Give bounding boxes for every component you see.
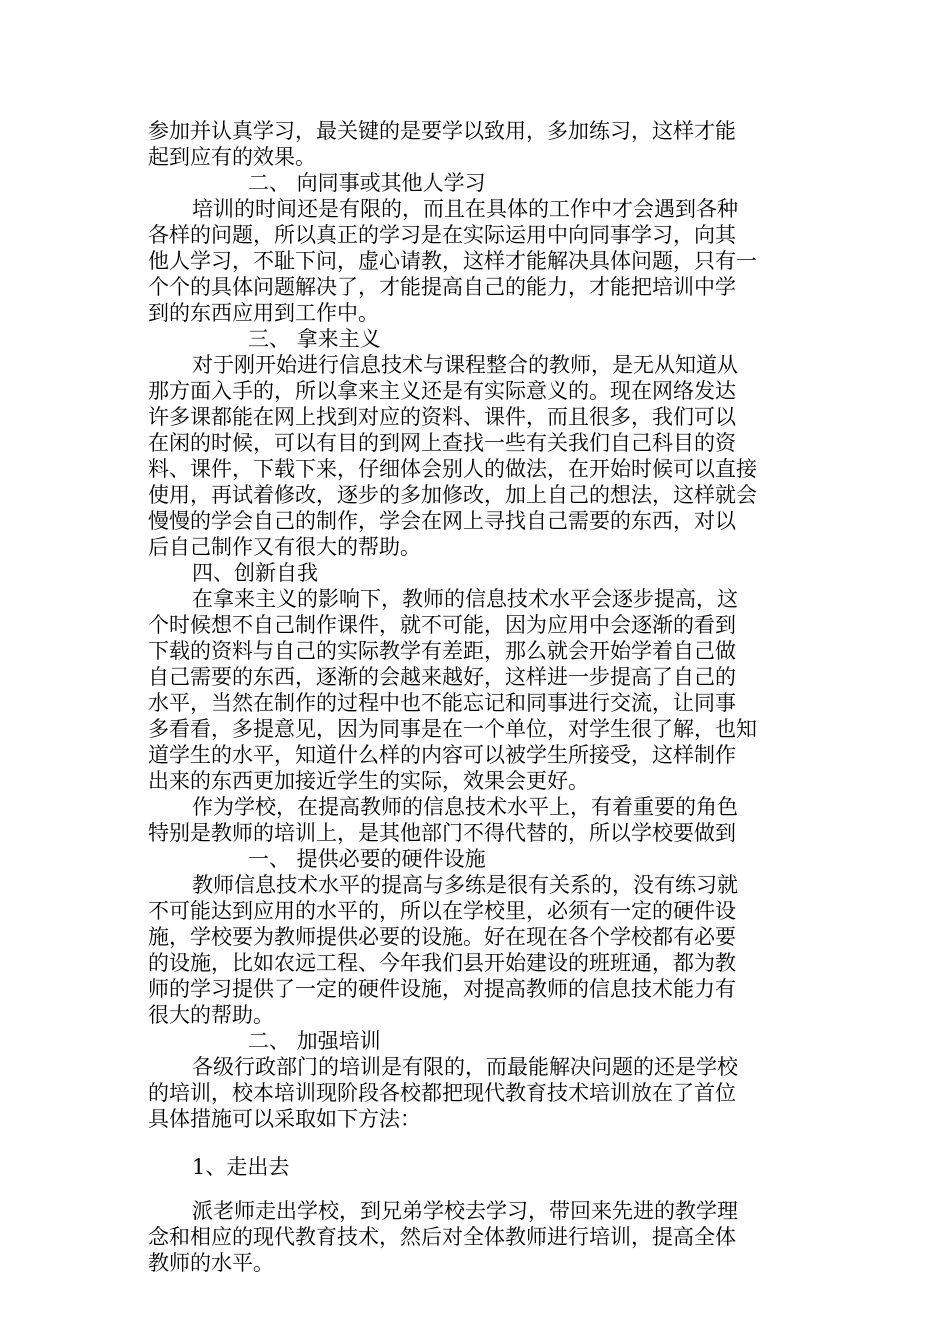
text-line: 培训的时间还是有限的，而且在具体的工作中才会遇到各种 [192, 197, 738, 221]
text-line: 具体措施可以采取如下方法： [148, 1107, 421, 1131]
text-line: 的设施，比如农远工程、今年我们县开始建设的班班通，都为教 [148, 951, 736, 975]
text-line: 的培训，校本培训现阶段各校都把现代教育技术培训放在了首位 [148, 1081, 736, 1105]
text-line: 许多课都能在网上找到对应的资料、课件，而且很多，我们可以 [148, 405, 736, 429]
text-line: 施，学校要为教师提供必要的设施。好在现在各个学校都有必要 [148, 925, 736, 949]
text-line: 下载的资料与自己的实际教学有差距，那么就会开始学着自己做 [148, 639, 736, 663]
text-line: 很大的帮助。 [148, 1003, 274, 1027]
text-line: 师的学习提供了一定的硬件设施，对提高教师的信息技术能力有 [148, 977, 736, 1001]
section-heading: 1、走出去 [192, 1155, 290, 1179]
text-line: 教师信息技术水平的提高与多练是很有关系的，没有练习就 [192, 873, 738, 897]
text-line: 派老师走出学校，到兄弟学校去学习，带回来先进的教学理 [192, 1199, 738, 1223]
text-line: 个个的具体问题解决了，才能提高自己的能力，才能把培训中学 [148, 275, 736, 299]
section-heading: 三、 拿来主义 [248, 327, 381, 351]
text-line: 多看看，多提意见，因为同事是在一个单位，对学生很了解，也知 [148, 717, 757, 741]
text-line: 那方面入手的，所以拿来主义还是有实际意义的。现在网络发达 [148, 379, 736, 403]
text-line: 在闲的时候，可以有目的到网上查找一些有关我们自己科目的资 [148, 431, 736, 455]
section-heading: 二、 向同事或其他人学习 [248, 171, 486, 195]
section-heading: 二、 加强培训 [248, 1029, 381, 1053]
text-line: 作为学校，在提高教师的信息技术水平上，有着重要的角色 [192, 795, 738, 819]
text-line: 个时候想不自己制作课件，就不可能，因为应用中会逐渐的看到 [148, 613, 736, 637]
text-line: 出来的东西更加接近学生的实际，效果会更好。 [148, 769, 589, 793]
text-line: 参加并认真学习，最关键的是要学以致用，多加练习，这样才能 [148, 119, 736, 143]
document-page [148, 118, 808, 1276]
text-line: 教师的水平。 [148, 1251, 274, 1275]
text-line: 在拿来主义的影响下，教师的信息技术水平会逐步提高，这 [192, 587, 738, 611]
text-line: 使用，再试着修改，逐步的多加修改，加上自己的想法，这样就会 [148, 483, 757, 507]
text-line: 不可能达到应用的水平的，所以在学校里，必须有一定的硬件设 [148, 899, 736, 923]
text-line: 各样的问题，所以真正的学习是在实际运用中向同事学习，向其 [148, 223, 736, 247]
text-line: 料、课件，下载下来，仔细体会别人的做法，在开始时候可以直接 [148, 457, 757, 481]
text-line: 后自己制作又有很大的帮助。 [148, 535, 421, 559]
text-line: 念和相应的现代教育技术，然后对全体教师进行培训，提高全体 [148, 1225, 736, 1249]
text-line: 水平，当然在制作的过程中也不能忘记和同事进行交流，让同事 [148, 691, 736, 715]
text-line: 道学生的水平，知道什么样的内容可以被学生所接受，这样制作 [148, 743, 736, 767]
text-line: 慢慢的学会自己的制作，学会在网上寻找自己需要的东西，对以 [148, 509, 736, 533]
section-heading: 四、创新自我 [192, 561, 318, 585]
text-line: 对于刚开始进行信息技术与课程整合的教师，是无从知道从 [192, 353, 738, 377]
text-line: 起到应有的效果。 [148, 145, 316, 169]
section-heading: 一、 提供必要的硬件设施 [248, 847, 486, 871]
text-line: 特别是教师的培训上，是其他部门不得代替的，所以学校要做到 [148, 821, 736, 845]
text-line: 自己需要的东西，逐渐的会越来越好，这样进一步提高了自己的 [148, 665, 736, 689]
text-line: 他人学习，不耻下问，虚心请教，这样才能解决具体问题，只有一 [148, 249, 757, 273]
text-line: 各级行政部门的培训是有限的，而最能解决问题的还是学校 [192, 1055, 738, 1079]
text-line: 到的东西应用到工作中。 [148, 301, 379, 325]
